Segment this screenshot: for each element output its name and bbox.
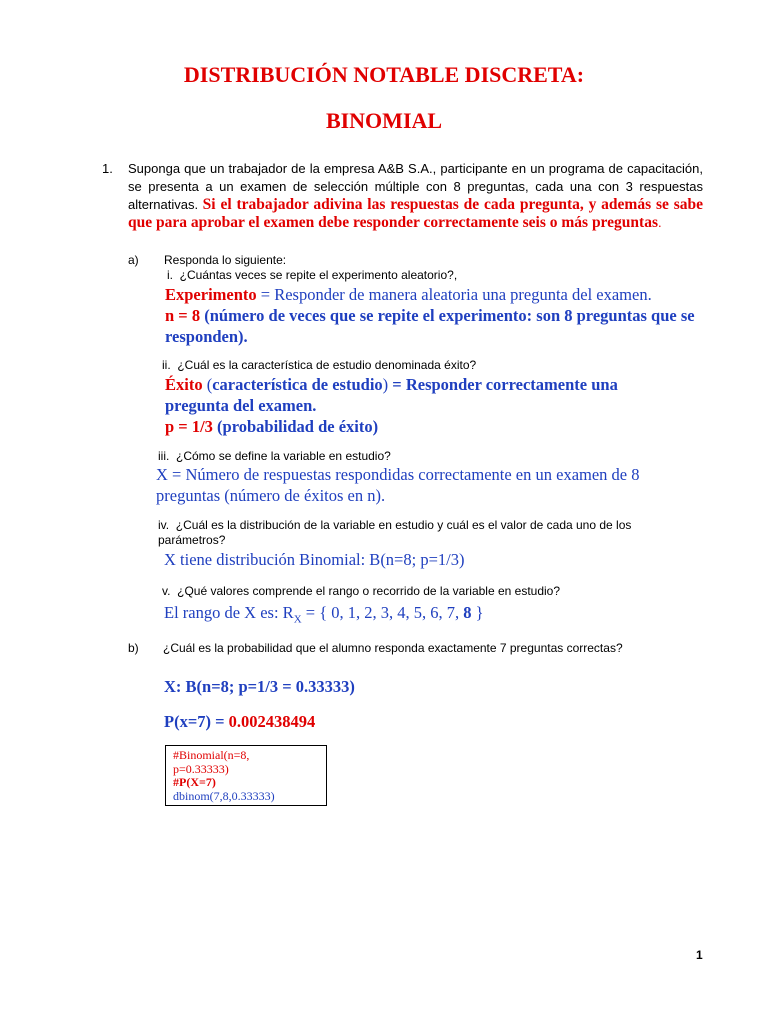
distribution-statement: X: B(n=8; p=1/3 = 0.33333) (164, 677, 355, 696)
experiment-definition: Responder de manera aleatoria una pregunta del examen. (274, 285, 652, 304)
r-code-box (165, 745, 327, 806)
question-iii-text: ¿Cómo se define la variable en estudio? (176, 449, 391, 463)
exito-open: ( (202, 375, 213, 394)
range-prefix: El rango de X es: R (164, 603, 294, 622)
question-v-text: ¿Qué valores comprende el rango o recorrido de la variable en estudio? (177, 584, 561, 598)
exito-definition: = Responder correctamente una pregunta del examen. (165, 375, 618, 415)
part-b-text: ¿Cuál es la probabilidad que el alumno responda exactamente 7 preguntas correctas? (163, 641, 623, 655)
problem-intro: Suponga que un trabajador de la empresa A&B S.A., participante en un programa de capacitación, se presenta a un examen de selección múltiple con 8 preguntas, cada una con 3 respuestas alternativas. (128, 161, 703, 212)
exito-close: ) (382, 375, 393, 394)
probability-result (164, 711, 315, 732)
code-comment-2: #P(X=7) (173, 775, 216, 789)
probability-value: 0.002438494 (228, 712, 316, 731)
experiment-eq: = (256, 285, 275, 304)
problem-statement (128, 160, 703, 232)
probability-label: P(x=7) = (164, 712, 229, 731)
question-i-number: i. (167, 268, 173, 282)
part-a-label: a) (128, 253, 139, 267)
question-v-number: v. (162, 584, 171, 598)
range-subscript: X (293, 613, 302, 626)
question-iii-number: iii. (158, 449, 170, 463)
code-comment-1: #Binomial(n=8, (173, 748, 250, 762)
n-description: (número de veces que se repite el experimento: son 8 preguntas que se responden). (165, 306, 695, 346)
n-value: n = 8 (165, 306, 201, 325)
question-v (162, 584, 560, 598)
question-iv-text: ¿Cuál es la distribución de la variable en estudio y cuál es el valor de cada uno de los parámetros? (158, 518, 632, 547)
question-ii (162, 358, 476, 372)
code-call: dbinom(7,8,0.33333) (173, 788, 275, 803)
exito-label: Éxito (165, 375, 203, 394)
question-ii-number: ii. (162, 358, 171, 372)
question-i-text: ¿Cuántas veces se repite el experimento aleatorio?, (179, 268, 458, 282)
problem-number: 1. (102, 161, 113, 176)
page-number: 1 (696, 948, 703, 962)
exito-subtitle: característica de estudio (212, 375, 383, 394)
part-a-text: Responda lo siguiente: (164, 253, 287, 267)
p-value: p = 1/3 (165, 417, 213, 436)
part-b-label: b) (128, 641, 139, 655)
answer-ii (165, 374, 655, 437)
problem-highlight: Si el trabajador adivina las respuestas de cada pregunta, y además se sabe que para aprobar el examen debe responder correctamente seis o más preguntas (128, 196, 703, 231)
experiment-label: Experimento (165, 285, 257, 304)
question-ii-text: ¿Cuál es la característica de estudio denominada éxito? (177, 358, 477, 372)
p-description: (probabilidad de éxito) (212, 417, 379, 436)
code-comment-1-cont: p=0.33333) (173, 761, 229, 776)
answer-iv: X tiene distribución Binomial: B(n=8; p=1/3) (164, 550, 465, 569)
answer-iii: X = Número de respuestas respondidas correctamente en un examen de 8 preguntas (número de éxitos en n). (156, 465, 640, 505)
range-set: = { 0, 1, 2, 3, 4, 5, 6, 7, (301, 603, 464, 622)
question-iii (158, 449, 391, 463)
range-close: } (471, 603, 484, 622)
answer-v (164, 602, 484, 630)
answer-i (165, 284, 725, 347)
problem-highlight-end: . (657, 215, 662, 230)
document-title: DISTRIBUCIÓN NOTABLE DISCRETA: (183, 62, 585, 87)
range-last: 8 (463, 603, 472, 622)
question-i (167, 268, 457, 282)
question-iv-number: iv. (158, 518, 170, 532)
question-iv (158, 518, 678, 548)
document-subtitle: BINOMIAL (325, 108, 443, 133)
